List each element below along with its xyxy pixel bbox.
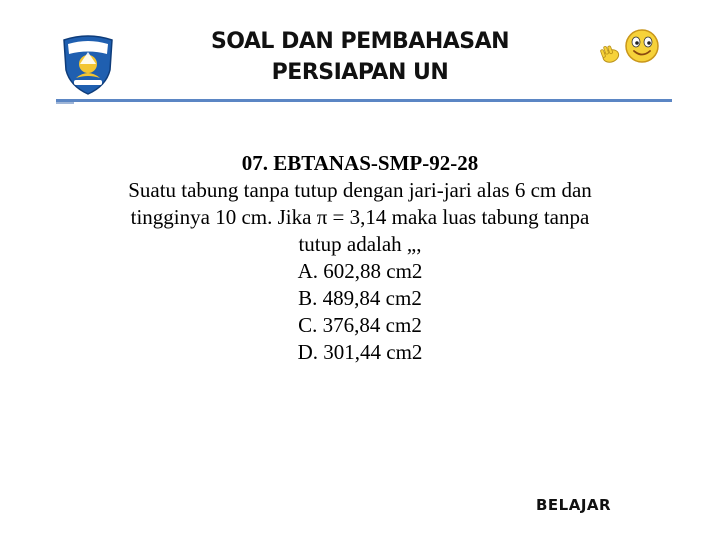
question-text-line-3: tutup adalah „, [298, 232, 422, 256]
option-a: A. 602,88 cm2 [297, 259, 423, 283]
header-divider-accent [56, 102, 74, 104]
question-text-line-1: Suatu tabung tanpa tutup dengan jari-jari alas 6 cm dan [128, 178, 592, 202]
waving-smiley-icon [594, 28, 666, 76]
header-divider [56, 99, 672, 102]
tut-wuri-handayani-logo-icon [58, 34, 118, 96]
question-title: 07. EBTANAS-SMP-92-28 [241, 151, 479, 175]
title-line-1: SOAL DAN PEMBAHASAN [210, 29, 510, 54]
option-c: C. 376,84 cm2 [298, 313, 422, 337]
option-d: D. 301,44 cm2 [297, 340, 423, 364]
question-block [90, 150, 630, 366]
footer-brand: BELAJAR [536, 496, 612, 514]
question-text-line-2: tingginya 10 cm. Jika π = 3,14 maka luas tabung tanpa [130, 205, 590, 229]
page-title [160, 26, 560, 88]
title-line-2: PERSIAPAN UN [271, 60, 449, 85]
option-b: B. 489,84 cm2 [298, 286, 422, 310]
